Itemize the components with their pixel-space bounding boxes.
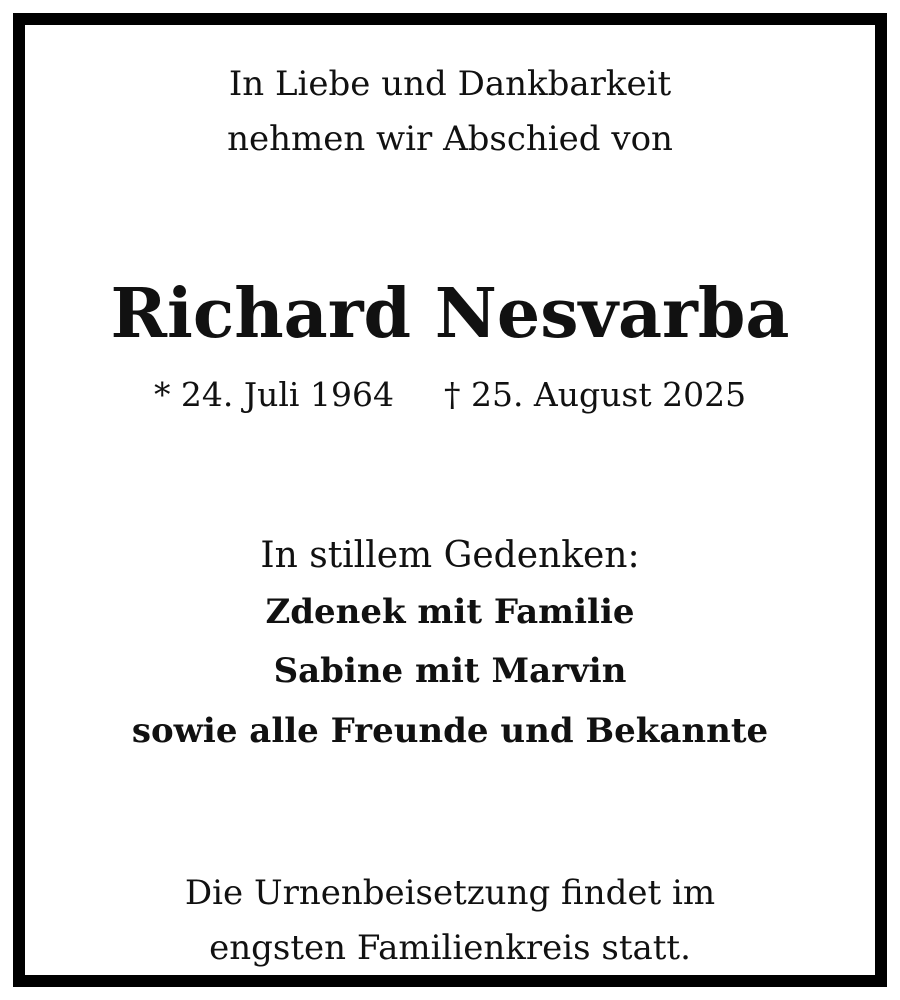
death-date: † 25. August 2025 xyxy=(443,375,747,414)
obituary-frame xyxy=(13,13,887,987)
mourners-heading: In stillem Gedenken: xyxy=(260,535,640,576)
birth-date: * 24. Juli 1964 xyxy=(153,375,394,414)
funeral-note-line-2: engsten Familienkreis statt. xyxy=(209,928,691,968)
intro-line-2: nehmen wir Abschied von xyxy=(227,119,673,159)
intro-line-1: In Liebe und Dankbarkeit xyxy=(228,64,672,104)
mourner-3: sowie alle Freunde und Bekannte xyxy=(131,711,769,751)
life-dates xyxy=(25,375,875,414)
mourner-1: Zdenek mit Familie xyxy=(265,592,635,632)
mourner-2: Sabine mit Marvin xyxy=(273,651,627,691)
deceased-name: Richard Nesvarba xyxy=(110,274,790,354)
funeral-note-line-1: Die Urnenbeisetzung findet im xyxy=(184,873,716,913)
